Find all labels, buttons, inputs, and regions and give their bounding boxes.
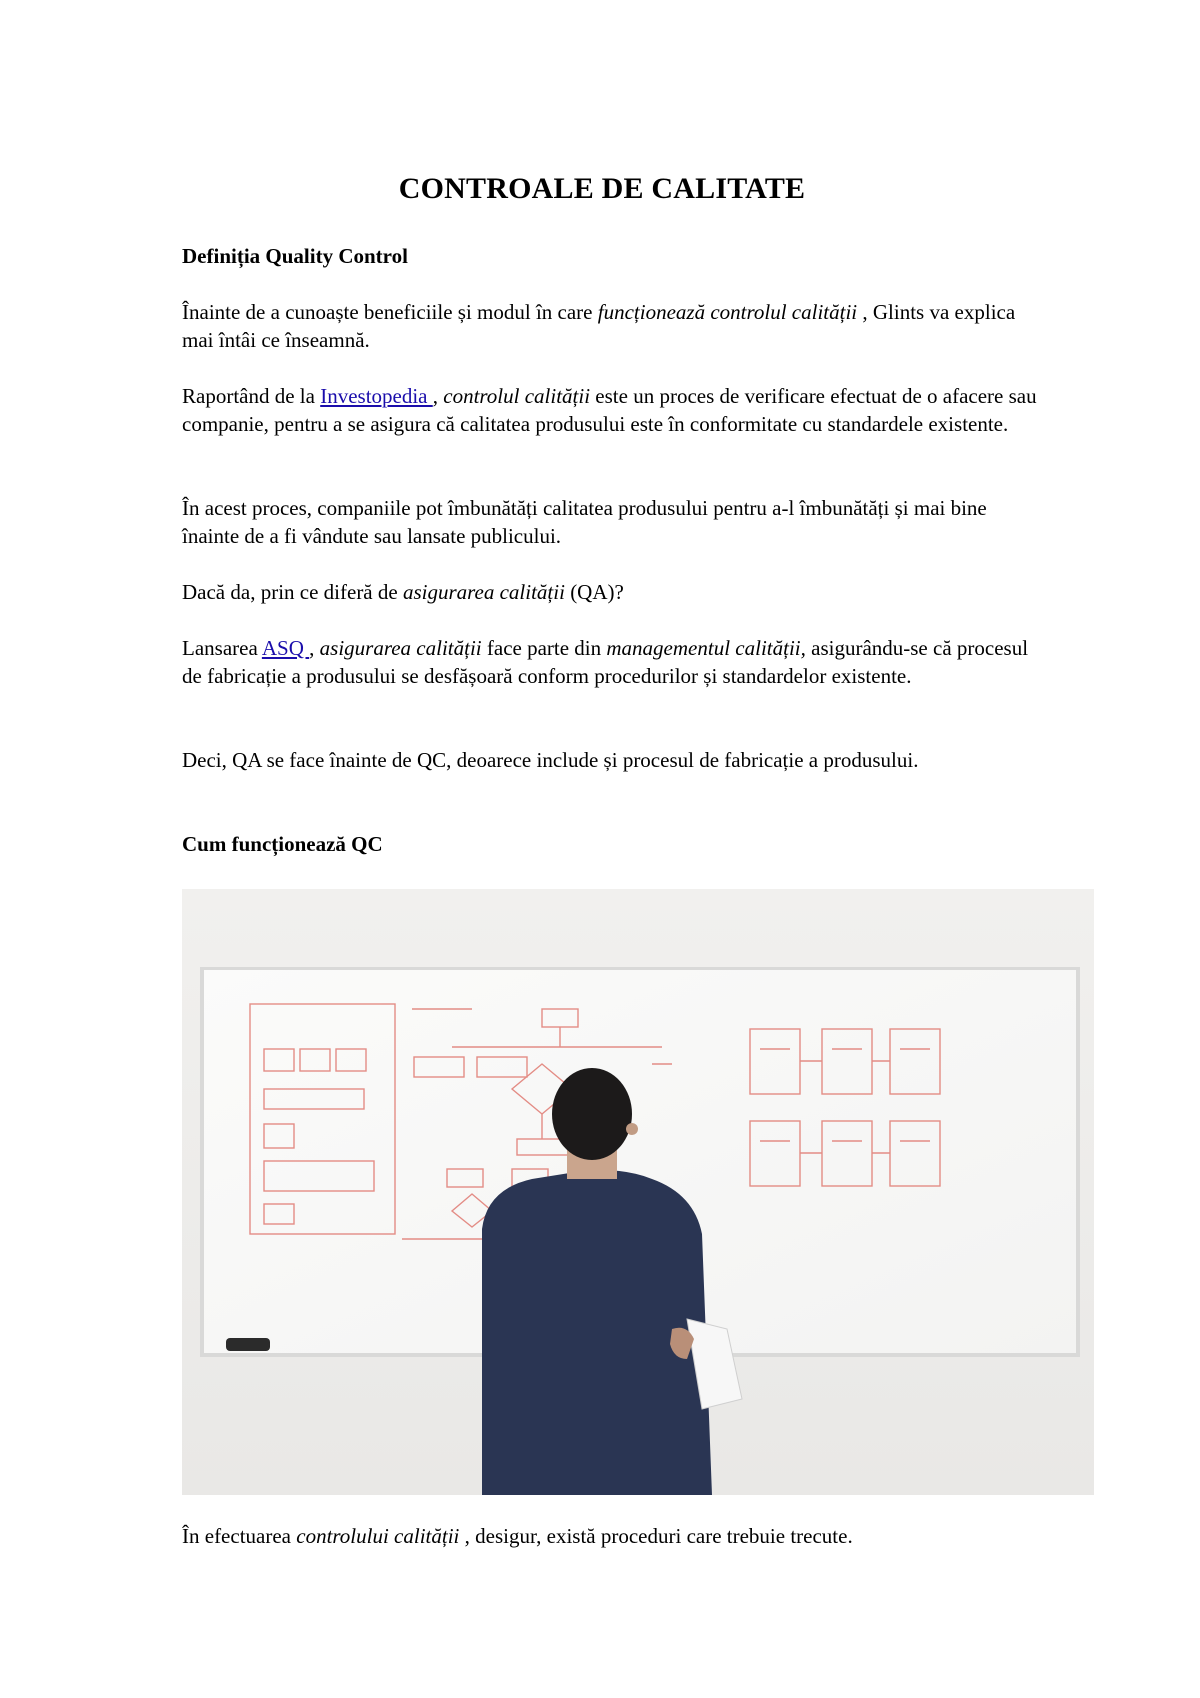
paragraph-question	[182, 578, 1042, 606]
text-segment: Raportând de la	[182, 384, 321, 408]
text-segment: Dacă da, prin ce diferă de	[182, 580, 403, 604]
heading-how-qc-works: Cum funcționează QC	[182, 832, 383, 856]
head	[552, 1068, 632, 1160]
emphasis-text: managementul calității,	[606, 636, 806, 660]
paragraph-procedures	[182, 1522, 1042, 1550]
emphasis-text: asigurarea calității	[319, 636, 482, 660]
text-segment: ,	[309, 636, 320, 660]
whiteboard-photo	[182, 889, 1094, 1495]
paragraph-intro	[182, 298, 1042, 354]
text-segment: Înainte de a cunoaște beneficiile și modul în care	[182, 300, 598, 324]
investopedia-link[interactable]: Investopedia	[320, 384, 433, 408]
paragraph-qa-before-qc: Deci, QA se face înainte de QC, deoarece include și procesul de fabricație a produsului.	[182, 748, 919, 772]
paragraph-investopedia	[182, 382, 1042, 438]
heading-definition: Definiția Quality Control	[182, 244, 408, 268]
asq-link[interactable]: ASQ	[261, 636, 310, 660]
text-segment: ,	[432, 384, 444, 408]
text-segment: Lansarea	[182, 636, 262, 660]
emphasis-text: asigurarea calității	[402, 580, 565, 604]
text-segment: face parte din	[481, 636, 607, 660]
document-title: CONTROALE DE CALITATE	[398, 172, 806, 205]
emphasis-text: funcționează controlul calității	[597, 300, 858, 324]
paragraph-process: În acest proces, companiile pot îmbunătăți calitatea produsului pentru a-l îmbunătăți și mai bine înainte de a fi vândute sau lansate publicului.	[182, 496, 987, 548]
text-segment: , desigur, există proceduri care trebuie trecute.	[459, 1524, 853, 1548]
ear	[626, 1123, 638, 1135]
emphasis-text: controlului calității	[296, 1524, 460, 1548]
eraser-icon	[226, 1338, 270, 1351]
text-segment: asigurându-se că procesul de fabricație a produsului se desfășoară conform procedurilor și standardelor existente.	[182, 636, 1029, 688]
text-segment: (QA)?	[564, 580, 624, 604]
paragraph-asq	[182, 634, 1042, 690]
text-segment: În efectuarea	[182, 1524, 297, 1548]
text-segment: este un proces de verificare efectuat de o afacere sau companie, pentru a se asigura că calitatea produsului este în conformitate cu standardele existente.	[182, 384, 1037, 436]
text-segment: , Glints va explica mai întâi ce înseamnă.	[182, 300, 1016, 352]
emphasis-text: controlul calității	[443, 384, 591, 408]
